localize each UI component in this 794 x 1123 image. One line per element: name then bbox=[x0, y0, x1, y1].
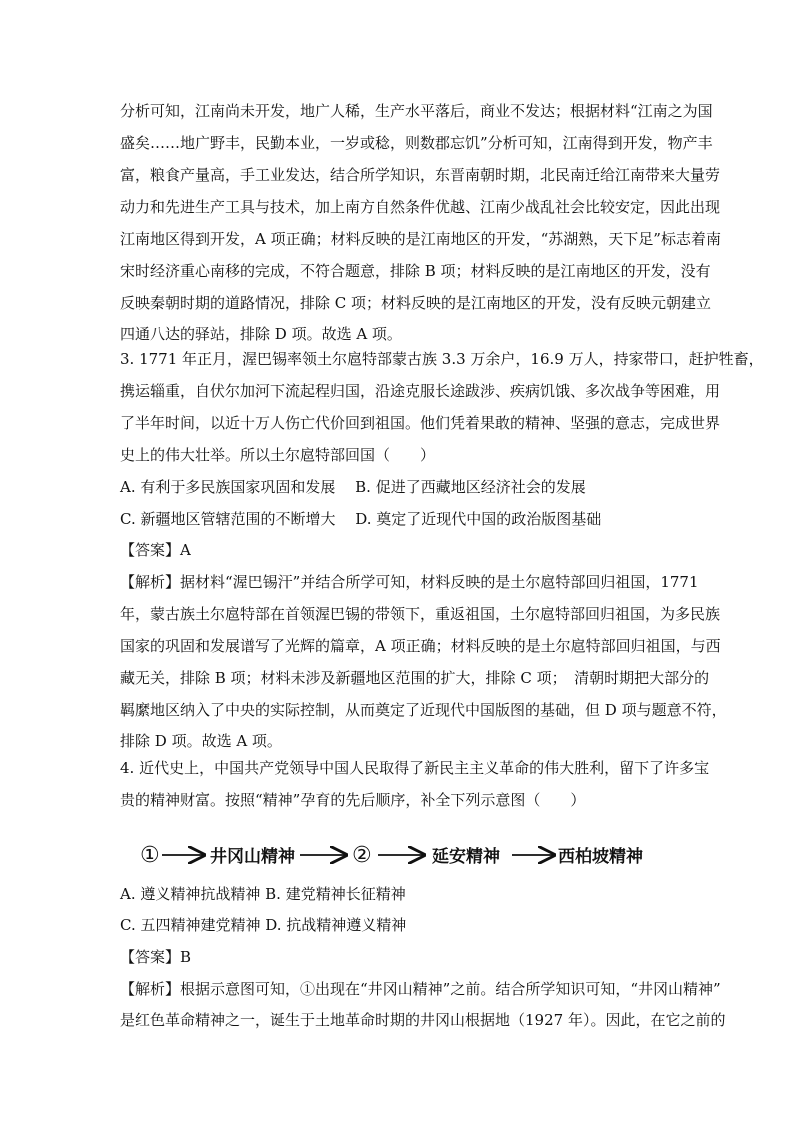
q3-analysis-line: 年，蒙古族土尔扈特部在首领渥巴锡的带领下，重返祖国，土尔扈特部回归祖国，为多民族 bbox=[120, 605, 721, 623]
q4-analysis-line: 【解析】根据示意图可知，①出现在“井冈山精神”之前。结合所学知识可知，“井冈山精神” bbox=[120, 980, 721, 998]
node-yanan: 延安精神 bbox=[432, 847, 500, 867]
q3-option-row: A. 有利于多民族国家巩固和发展 B. 促进了西藏地区经济社会的发展 bbox=[120, 478, 586, 496]
q3-stem-line: 了半年时间，以近十万人伤亡代价回到祖国。他们凭着果敢的精神、坚强的意志，完成世界 bbox=[120, 414, 721, 432]
spirit-sequence-diagram bbox=[140, 838, 680, 872]
q2-analysis-line: 盛矣……地广野丰，民勤本业，一岁或稔，则数郡忘饥”分析可知，江南得到开发，物产丰 bbox=[120, 134, 713, 152]
q4-answer: 【答案】B bbox=[120, 948, 192, 966]
q3-analysis-line: 国家的巩固和发展谱写了光辉的篇章，A 项正确；材料反映的是土尔扈特部回归祖国，与西 bbox=[120, 637, 721, 655]
q4-option-row: A. 遵义精神抗战精神 B. 建党精神长征精神 bbox=[120, 885, 406, 903]
blank-2-marker: ② bbox=[352, 843, 372, 868]
q2-analysis-line: 宋时经济重心南移的完成，不符合题意，排除 B 项；材料反映的是江南地区的开发，没有 bbox=[120, 262, 711, 280]
q2-analysis-line: 动力和先进生产工具与技术，加上南方自然条件优越、江南少战乱社会比较安定，因此出现 bbox=[120, 198, 721, 216]
q2-analysis-line: 江南地区得到开发，A 项正确；材料反映的是江南地区的开发，“苏湖熟，天下足”标志着南 bbox=[120, 230, 721, 248]
q4-option-row: C. 五四精神建党精神 D. 抗战精神遵义精神 bbox=[120, 916, 407, 934]
q4-stem-line: 贵的精神财富。按照“精神”孕育的先后顺序，补全下列示意图（ ） bbox=[120, 791, 586, 809]
q3-analysis-line: 羁縻地区纳入了中央的实际控制，从而奠定了近现代中国版图的基础，但 D 项与题意不符， bbox=[120, 701, 727, 719]
q3-stem-line: 携运辎重，自伏尔加河下流起程归国，沿途克服长途跋涉、疾病饥饿、多次战争等困难，用 bbox=[120, 382, 721, 400]
q3-answer: 【答案】A bbox=[120, 541, 191, 559]
q3-stem-line: 3. 1771 年正月，渥巴锡率领土尔扈特部蒙古族 3.3 万余户，16.9 万人，持家带口，赶护牲畜， bbox=[120, 350, 764, 368]
q2-analysis-line: 四通八达的驿站，排除 D 项。故选 A 项。 bbox=[120, 325, 402, 343]
node-jinggangshan: 井冈山精神 bbox=[210, 847, 295, 867]
q3-analysis-line: 【解析】据材料“渥巴锡汗”并结合所学可知，材料反映的是土尔扈特部回归祖国，1771 bbox=[120, 573, 699, 591]
q3-stem-line: 史上的伟大壮举。所以土尔扈特部回国（ ） bbox=[120, 446, 436, 464]
q2-analysis-line: 反映秦朝时期的道路情况，排除 C 项；材料反映的是江南地区的开发，没有反映元朝建立 bbox=[120, 294, 712, 312]
blank-1-marker: ① bbox=[140, 843, 160, 868]
q4-analysis-line: 是红色革命精神之一，诞生于土地革命时期的井冈山根据地（1927 年）。因此，在它之前的 bbox=[120, 1011, 726, 1029]
q3-option-row: C. 新疆地区管辖范围的不断增大 D. 奠定了近现代中国的政治版图基础 bbox=[120, 510, 602, 528]
q2-analysis-line: 富，粮食产量高，手工业发达，结合所学知识，东晋南朝时期，北民南迁给江南带来大量劳 bbox=[120, 166, 721, 184]
node-xibaipo: 西柏坡精神 bbox=[558, 847, 643, 867]
q3-analysis-line: 藏无关，排除 B 项；材料未涉及新疆地区范围的扩大，排除 C 项； 清朝时期把大部分的 bbox=[120, 669, 710, 687]
q4-stem-line: 4. 近代史上，中国共产党领导中国人民取得了新民主主义革命的伟大胜利，留下了许多宝 bbox=[120, 759, 710, 777]
q2-analysis-line: 分析可知，江南尚未开发，地广人稀，生产水平落后，商业不发达；根据材料“江南之为国 bbox=[120, 102, 713, 120]
q3-analysis-line: 排除 D 项。故选 A 项。 bbox=[120, 732, 282, 750]
